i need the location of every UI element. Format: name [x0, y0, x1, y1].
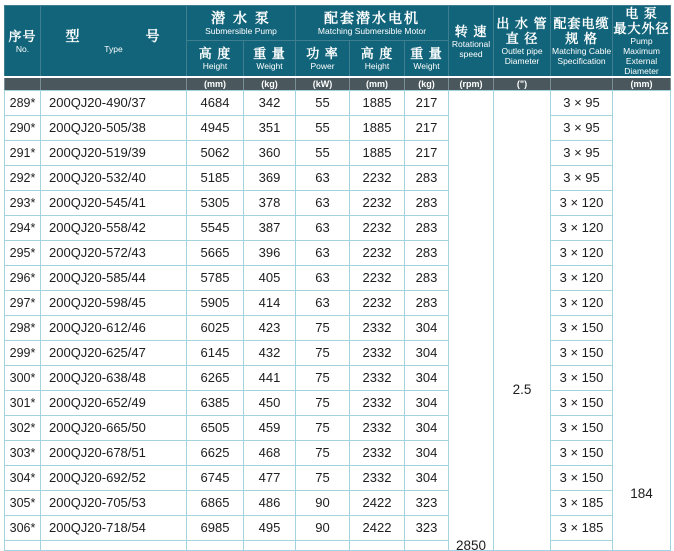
cell-motor-weight: 217	[405, 115, 449, 140]
cell-motor-weight: 217	[405, 90, 449, 115]
cell-type: 200QJ20-598/45	[41, 290, 187, 315]
cell-pump-height: 5305	[187, 190, 244, 215]
cell-type: 200QJ20-625/47	[41, 340, 187, 365]
cell-motor-weight: 323	[405, 490, 449, 515]
cell-no: 292*	[5, 165, 41, 190]
table-row	[5, 140, 671, 165]
cell-no: 300*	[5, 365, 41, 390]
cell-pump-height: 6505	[187, 415, 244, 440]
header-motor-weight-en: Weight	[413, 61, 440, 72]
cell-pump-weight	[244, 540, 296, 550]
cell-type: 200QJ20-519/39	[41, 140, 187, 165]
cell-no: 298*	[5, 315, 41, 340]
cell-no: 303*	[5, 440, 41, 465]
header-outlet-zh2: 直 径	[505, 31, 539, 46]
cell-type: 200QJ20-572/43	[41, 240, 187, 265]
cell-motor-power: 75	[296, 390, 350, 415]
cell-motor-power: 63	[296, 215, 350, 240]
header-outlet	[494, 6, 551, 78]
cell-cable: 3 × 150	[551, 465, 613, 490]
cell-type: 200QJ20-638/48	[41, 365, 187, 390]
table-row	[5, 490, 671, 515]
cell-motor-height: 2232	[350, 190, 405, 215]
cell-pump-weight: 351	[244, 115, 296, 140]
table-row	[5, 440, 671, 465]
cell-motor-power: 75	[296, 340, 350, 365]
cell-motor-height: 2332	[350, 415, 405, 440]
header-cable-en1: Matching Cable	[551, 46, 612, 56]
cell-pump-height: 4684	[187, 90, 244, 115]
table-row	[5, 190, 671, 215]
merged-cell-speed	[449, 90, 494, 550]
unit-type	[41, 77, 187, 90]
cell-motor-power: 75	[296, 465, 350, 490]
cell-motor-height: 1885	[350, 90, 405, 115]
cell-pump-weight: 378	[244, 190, 296, 215]
cell-no: 301*	[5, 390, 41, 415]
cell-pump-height: 6025	[187, 315, 244, 340]
cell-motor-power: 63	[296, 290, 350, 315]
cell-type	[41, 540, 187, 550]
cell-pump-height: 6145	[187, 340, 244, 365]
cell-pump-weight: 468	[244, 440, 296, 465]
cell-type: 200QJ20-678/51	[41, 440, 187, 465]
pump-spec-table	[4, 5, 671, 551]
cell-type: 200QJ20-718/54	[41, 515, 187, 540]
cell-motor-power: 63	[296, 265, 350, 290]
cell-motor-height: 2232	[350, 290, 405, 315]
header-motor-power-zh: 功 率	[306, 46, 339, 62]
table-row	[5, 215, 671, 240]
cell-no: 306*	[5, 515, 41, 540]
cell-cable: 3 × 150	[551, 390, 613, 415]
cell-motor-power: 63	[296, 165, 350, 190]
cell-cable: 3 × 185	[551, 515, 613, 540]
cell-motor-power: 55	[296, 140, 350, 165]
header-motor-height	[350, 41, 405, 77]
table-row	[5, 240, 671, 265]
header-outlet-en1: Outlet pipe	[501, 46, 543, 56]
unit-no	[5, 77, 41, 90]
cell-cable: 3 × 120	[551, 190, 613, 215]
cell-type: 200QJ20-505/38	[41, 115, 187, 140]
cell-motor-height: 2232	[350, 165, 405, 190]
cell-pump-height: 5185	[187, 165, 244, 190]
table-row	[5, 390, 671, 415]
header-type	[41, 6, 187, 78]
header-speed-en2: speed	[459, 48, 483, 59]
cell-pump-weight: 369	[244, 165, 296, 190]
cell-motor-power: 55	[296, 115, 350, 140]
cell-pump-weight: 486	[244, 490, 296, 515]
unit-pump-height: (mm)	[187, 77, 244, 90]
header-motor-weight	[405, 41, 449, 77]
header-group-pump	[187, 6, 296, 41]
outlet-diameter-value: 2.5	[512, 381, 532, 397]
cell-no: 297*	[5, 290, 41, 315]
cell-no: 293*	[5, 190, 41, 215]
cell-pump-height: 5545	[187, 215, 244, 240]
cell-type: 200QJ20-545/41	[41, 190, 187, 215]
header-type-zh: 型 号	[65, 28, 162, 44]
table-row	[5, 340, 671, 365]
header-motor-height-en: Height	[364, 61, 390, 72]
header-pump-en: Submersible Pump	[205, 26, 277, 37]
header-maxdia-en2: External Diameter	[624, 56, 659, 76]
cell-motor-power: 63	[296, 240, 350, 265]
cell-motor-height: 2232	[350, 240, 405, 265]
merged-cell-max-diameter	[613, 90, 671, 550]
cell-motor-power: 55	[296, 90, 350, 115]
cell-pump-weight: 441	[244, 365, 296, 390]
cell-type: 200QJ20-692/52	[41, 465, 187, 490]
cell-motor-weight: 283	[405, 215, 449, 240]
cell-motor-height	[350, 540, 405, 550]
cell-no: 302*	[5, 415, 41, 440]
merged-cell-outlet-diameter	[494, 90, 551, 550]
unit-motor-weight: (kg)	[405, 77, 449, 90]
cell-pump-weight: 414	[244, 290, 296, 315]
cell-type: 200QJ20-612/46	[41, 315, 187, 340]
unit-motor-height: (mm)	[350, 77, 405, 90]
cell-cable: 3 × 150	[551, 340, 613, 365]
header-pump-height-zh: 高 度	[198, 46, 232, 62]
header-cable-en2: Specification	[557, 56, 606, 66]
cell-cable: 3 × 150	[551, 440, 613, 465]
cell-motor-weight: 283	[405, 165, 449, 190]
cell-pump-weight: 423	[244, 315, 296, 340]
table-row	[5, 290, 671, 315]
cell-cable: 3 × 120	[551, 290, 613, 315]
unit-outlet: (")	[494, 77, 551, 90]
header-motor-power-en: Power	[310, 61, 335, 72]
cell-no: 305*	[5, 490, 41, 515]
cell-pump-height: 5785	[187, 265, 244, 290]
header-pump-height	[187, 41, 244, 77]
header-pump-weight	[244, 41, 296, 77]
cell-no: 291*	[5, 140, 41, 165]
table-row	[5, 415, 671, 440]
header-group-motor	[296, 6, 449, 41]
cell-pump-height: 6985	[187, 515, 244, 540]
header-motor-power	[296, 41, 350, 77]
cell-no: 296*	[5, 265, 41, 290]
units-row	[5, 77, 671, 90]
cell-motor-power: 75	[296, 315, 350, 340]
cell-motor-weight: 304	[405, 365, 449, 390]
header-cable-zh2: 规 格	[565, 31, 598, 46]
cell-motor-height: 1885	[350, 115, 405, 140]
max-diameter-value: 184	[630, 485, 653, 501]
cell-cable: 3 × 185	[551, 490, 613, 515]
header-pump-height-en: Height	[202, 61, 228, 72]
cell-type: 200QJ20-558/42	[41, 215, 187, 240]
unit-cable	[551, 77, 613, 90]
table-body	[5, 90, 671, 550]
cell-motor-weight: 283	[405, 290, 449, 315]
cell-pump-height: 6865	[187, 490, 244, 515]
cell-pump-weight: 459	[244, 415, 296, 440]
cell-type: 200QJ20-705/53	[41, 490, 187, 515]
cell-motor-weight: 304	[405, 415, 449, 440]
cell-cable: 3 × 120	[551, 265, 613, 290]
cell-cable: 3 × 95	[551, 140, 613, 165]
cell-motor-weight: 217	[405, 140, 449, 165]
speed-rpm-value: 2850	[455, 537, 487, 550]
cell-cable: 3 × 120	[551, 240, 613, 265]
cell-cable: 3 × 150	[551, 315, 613, 340]
cell-pump-weight: 477	[244, 465, 296, 490]
cell-motor-power: 63	[296, 190, 350, 215]
cell-pump-height: 6385	[187, 390, 244, 415]
cell-type: 200QJ20-532/40	[41, 165, 187, 190]
cell-type: 200QJ20-585/44	[41, 265, 187, 290]
cell-pump-height: 5062	[187, 140, 244, 165]
partial-next-row	[5, 540, 671, 550]
header-outlet-zh1: 出 水 管	[496, 16, 548, 31]
unit-maxdia: (mm)	[613, 77, 671, 90]
cell-motor-weight: 304	[405, 390, 449, 415]
cell-motor-weight: 304	[405, 315, 449, 340]
cell-motor-power: 90	[296, 515, 350, 540]
cell-motor-weight: 304	[405, 440, 449, 465]
header-motor-zh: 配套潜水电机	[324, 10, 420, 27]
cell-pump-height: 6625	[187, 440, 244, 465]
cell-motor-weight: 283	[405, 190, 449, 215]
cell-cable: 3 × 95	[551, 165, 613, 190]
cell-motor-power	[296, 540, 350, 550]
header-pump-weight-en: Weight	[256, 61, 283, 72]
cell-cable: 3 × 150	[551, 365, 613, 390]
cell-motor-power: 75	[296, 415, 350, 440]
cell-cable	[551, 540, 613, 550]
table-row	[5, 315, 671, 340]
header-no	[5, 6, 41, 78]
header-speed-zh: 转 速	[454, 23, 488, 39]
cell-motor-height: 1885	[350, 140, 405, 165]
cell-motor-weight: 323	[405, 515, 449, 540]
cell-motor-height: 2332	[350, 365, 405, 390]
cell-type: 200QJ20-652/49	[41, 390, 187, 415]
cell-pump-weight: 495	[244, 515, 296, 540]
unit-speed: (rpm)	[449, 77, 494, 90]
cell-no	[5, 540, 41, 550]
cell-motor-weight: 283	[405, 265, 449, 290]
cell-motor-weight: 283	[405, 240, 449, 265]
cell-pump-height: 6265	[187, 365, 244, 390]
table-header	[5, 6, 671, 91]
header-type-en: Type	[104, 44, 123, 54]
pump-spec-page	[4, 5, 670, 551]
cell-motor-height: 2332	[350, 440, 405, 465]
cell-motor-weight	[405, 540, 449, 550]
cell-cable: 3 × 95	[551, 115, 613, 140]
cell-pump-weight: 396	[244, 240, 296, 265]
cell-no: 299*	[5, 340, 41, 365]
header-speed	[449, 6, 494, 78]
header-motor-en: Matching Submersible Motor	[317, 26, 427, 37]
table-row	[5, 265, 671, 290]
cell-pump-weight: 387	[244, 215, 296, 240]
cell-motor-power: 75	[296, 440, 350, 465]
cell-cable: 3 × 95	[551, 90, 613, 115]
cell-no: 294*	[5, 215, 41, 240]
cell-no: 290*	[5, 115, 41, 140]
cell-no: 295*	[5, 240, 41, 265]
header-maxdia-zh1: 电 泵	[625, 6, 658, 21]
header-outlet-en2: Diameter	[504, 56, 540, 66]
header-speed-en1: Rotational	[451, 38, 491, 49]
cell-motor-height: 2332	[350, 465, 405, 490]
cell-motor-height: 2422	[350, 490, 405, 515]
cell-motor-height: 2232	[350, 265, 405, 290]
cell-motor-weight: 304	[405, 340, 449, 365]
cell-no: 304*	[5, 465, 41, 490]
header-cable-zh1: 配套电缆	[553, 16, 610, 31]
cell-pump-height	[187, 540, 244, 550]
header-pump-weight-zh: 重 量	[253, 46, 286, 62]
cell-pump-weight: 450	[244, 390, 296, 415]
cell-motor-height: 2332	[350, 390, 405, 415]
table-row	[5, 465, 671, 490]
cell-no: 289*	[5, 90, 41, 115]
cell-motor-power: 75	[296, 365, 350, 390]
header-maxdia-en1: Pump Maximum	[623, 36, 660, 56]
table-row	[5, 90, 671, 115]
header-maxdia-zh2: 最大外径	[613, 21, 670, 36]
header-pump-zh: 潜 水 泵	[211, 10, 271, 27]
cell-pump-weight: 342	[244, 90, 296, 115]
header-no-zh: 序号	[8, 28, 37, 44]
cell-motor-height: 2332	[350, 340, 405, 365]
header-no-en: No.	[15, 43, 30, 54]
table-row	[5, 515, 671, 540]
cell-cable: 3 × 120	[551, 215, 613, 240]
header-motor-weight-zh: 重 量	[410, 46, 443, 62]
table-row	[5, 115, 671, 140]
cell-motor-power: 90	[296, 490, 350, 515]
cell-pump-weight: 360	[244, 140, 296, 165]
cell-pump-weight: 405	[244, 265, 296, 290]
cell-motor-weight: 304	[405, 465, 449, 490]
cell-pump-height: 4945	[187, 115, 244, 140]
cell-pump-weight: 432	[244, 340, 296, 365]
cell-motor-height: 2422	[350, 515, 405, 540]
header-maxdia	[613, 6, 671, 78]
cell-pump-height: 5905	[187, 290, 244, 315]
table-row	[5, 165, 671, 190]
header-motor-height-zh: 高 度	[360, 46, 394, 62]
table-row	[5, 365, 671, 390]
cell-pump-height: 6745	[187, 465, 244, 490]
unit-motor-power: (kW)	[296, 77, 350, 90]
unit-pump-weight: (kg)	[244, 77, 296, 90]
cell-type: 200QJ20-490/37	[41, 90, 187, 115]
header-cable	[551, 6, 613, 78]
cell-motor-height: 2332	[350, 315, 405, 340]
cell-cable: 3 × 150	[551, 415, 613, 440]
cell-type: 200QJ20-665/50	[41, 415, 187, 440]
cell-motor-height: 2232	[350, 215, 405, 240]
cell-pump-height: 5665	[187, 240, 244, 265]
